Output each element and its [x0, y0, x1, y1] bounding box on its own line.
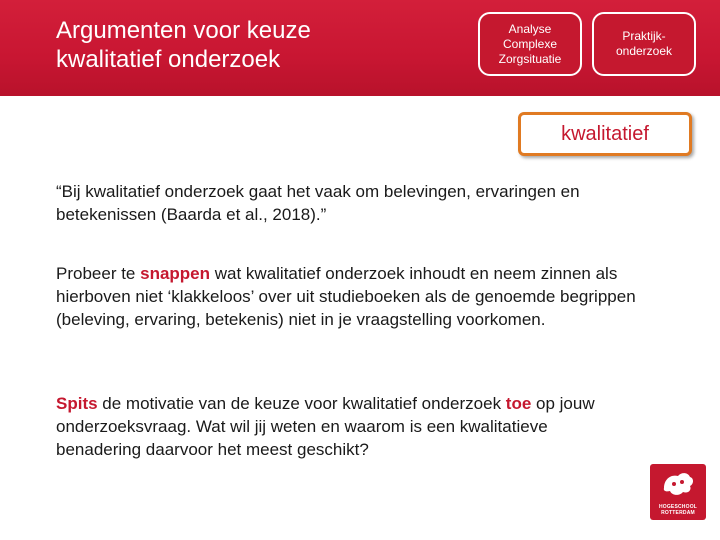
logo-emblem-icon	[650, 464, 706, 504]
quote-text: “Bij kwalitatief onderzoek gaat het vaak om belevingen, ervaringen en betekenissen (Baarda et al., 2018).”	[56, 182, 580, 224]
paragraph-spits	[56, 392, 626, 461]
paragraph-snappen	[56, 262, 636, 331]
hogeschool-rotterdam-logo	[650, 464, 706, 520]
box-label: Analyse Complexe Zorgsituatie	[498, 21, 562, 66]
highlight-box-kwalitatief	[518, 112, 692, 156]
paragraph-text: wat kwalitatief onderzoek inhoudt en neem zinnen als hierboven niet ‘klakkeloos’ over uit studieboeken als de genoemde begrippen (beleving, ervaring, betekenis) niet in je vraagstelling voorkomen.	[56, 264, 636, 329]
box-label: Praktijk-onderzoek	[615, 29, 673, 58]
paragraph-text: de motivatie van de keuze voor kwalitatief onderzoek	[97, 394, 506, 413]
paragraph-text: op jouw onderzoeksvraag. Wat wil jij weten en waarom is een kwalitatieve benadering daarvoor het meest geschikt?	[56, 394, 595, 459]
box-praktijkonderzoek	[592, 12, 696, 76]
highlight-label: kwalitatief	[561, 122, 649, 145]
logo-line2: ROTTERDAM	[661, 510, 695, 516]
slide-title: Argumenten voor keuze kwalitatief onderzoek	[56, 17, 311, 73]
logo-line1: HOGESCHOOL	[658, 504, 698, 510]
emphasis-spits: Spits	[56, 394, 98, 413]
paragraph-text: Probeer te	[56, 264, 141, 283]
emphasis-toe: toe	[505, 394, 532, 413]
box-analyse-complexe-zorgsituatie	[478, 12, 582, 76]
emphasis-snappen: snappen	[140, 264, 211, 283]
